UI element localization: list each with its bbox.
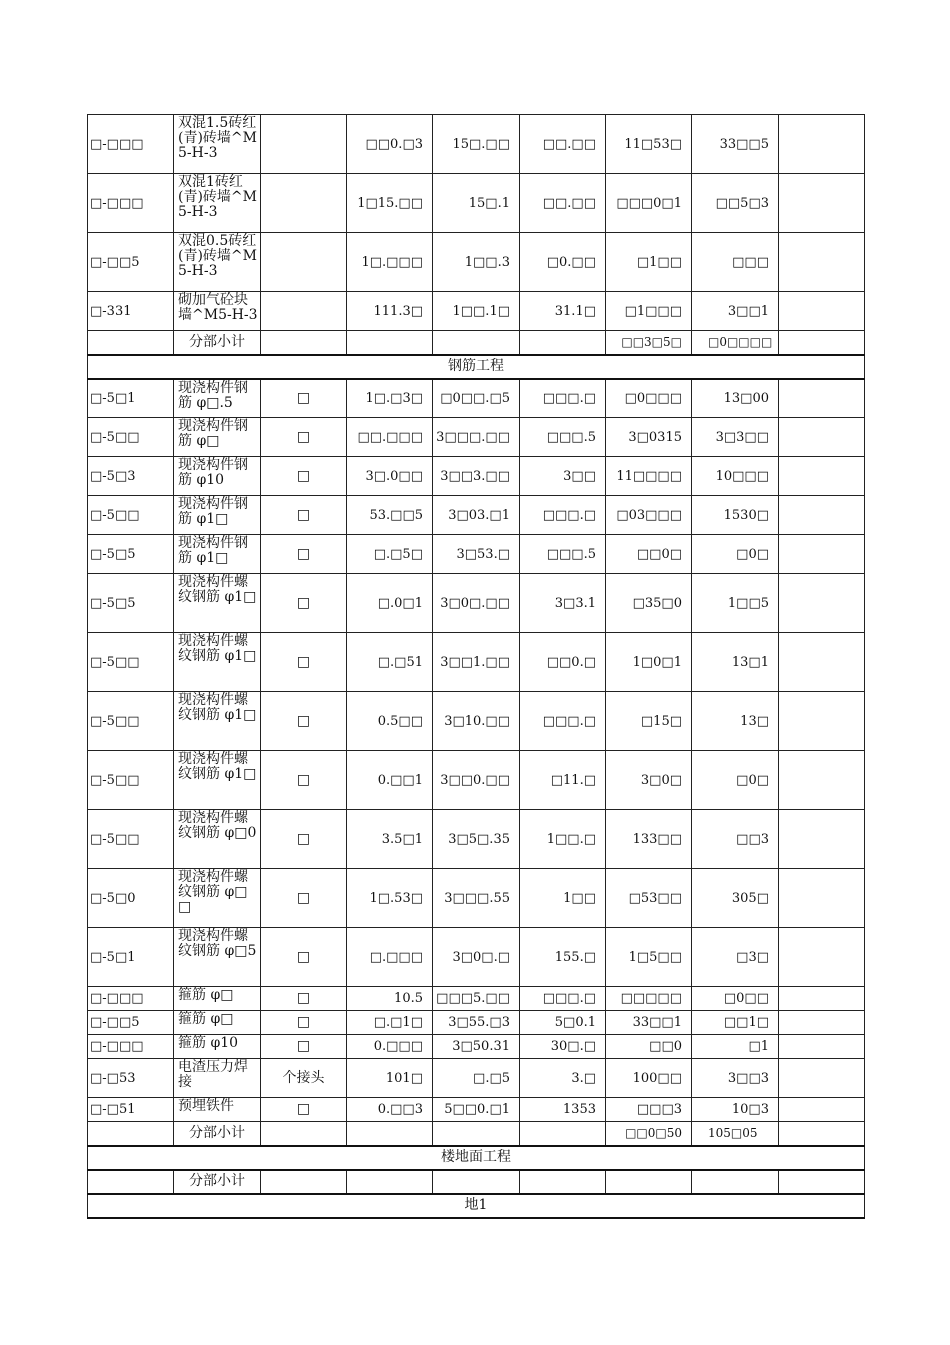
- subtotal-cell: [433, 1122, 520, 1146]
- item-extra: [779, 692, 865, 751]
- item-unit-price: 3□□3.□□: [433, 457, 520, 496]
- item-unit: □: [261, 692, 347, 751]
- item-value-3: 1□□: [520, 869, 606, 928]
- item-extra: [779, 751, 865, 810]
- section-title: 地1: [88, 1194, 865, 1218]
- item-unit-price: □□□5.□□: [433, 987, 520, 1011]
- item-quantity: □□0.□3: [347, 115, 433, 174]
- item-value-3: □□□.□: [520, 987, 606, 1011]
- item-name: 预埋铁件: [174, 1098, 261, 1122]
- item-amount: 1□0□1: [606, 633, 692, 692]
- item-amount: □15□: [606, 692, 692, 751]
- item-code: □-5□□: [88, 692, 174, 751]
- item-extra: [779, 457, 865, 496]
- item-quantity: □.□51: [347, 633, 433, 692]
- table-row: [88, 1011, 865, 1035]
- item-name: 现浇构件钢筋 φ10: [174, 457, 261, 496]
- subtotal-cell: [261, 1170, 347, 1194]
- subtotal-cell: [261, 331, 347, 355]
- section-header-row: [88, 1146, 865, 1170]
- subtotal-row: [88, 331, 865, 355]
- item-amount: 33□□1: [606, 1011, 692, 1035]
- item-unit-price: 15□.1: [433, 174, 520, 233]
- subtotal-amount: □□0□50: [606, 1122, 692, 1146]
- item-code: □-□51: [88, 1098, 174, 1122]
- item-value-5: 3□□1: [692, 292, 779, 331]
- item-name: 双混1砖红(青)砖墙^M5-H-3: [174, 174, 261, 233]
- item-code: □-5□5: [88, 535, 174, 574]
- table-row: [88, 535, 865, 574]
- item-unit-price: 1□□.1□: [433, 292, 520, 331]
- subtotal-label: 分部小计: [174, 331, 261, 355]
- item-amount: 100□□: [606, 1059, 692, 1098]
- section-header-row: [88, 355, 865, 379]
- item-value-5: □□1□: [692, 1011, 779, 1035]
- subtotal-cell: [779, 331, 865, 355]
- item-value-5: □0□: [692, 535, 779, 574]
- item-name: 箍筋 φ10: [174, 1035, 261, 1059]
- item-quantity: 0.5□□: [347, 692, 433, 751]
- item-unit-price: 3□□□.□□: [433, 418, 520, 457]
- item-extra: [779, 496, 865, 535]
- item-value-5: 3□3□□: [692, 418, 779, 457]
- item-quantity: 10.5: [347, 987, 433, 1011]
- subtotal-code-cell: [88, 1122, 174, 1146]
- table-row: [88, 1059, 865, 1098]
- item-code: □-5□□: [88, 418, 174, 457]
- table-row: [88, 987, 865, 1011]
- table-row: [88, 810, 865, 869]
- item-unit-price: 3□0□.□: [433, 928, 520, 987]
- item-value-5: □□□: [692, 233, 779, 292]
- subtotal-amount: □□3□5□: [606, 331, 692, 355]
- item-quantity: □.□□□: [347, 928, 433, 987]
- estimate-table: [87, 114, 865, 1219]
- item-quantity: 3.5□1: [347, 810, 433, 869]
- item-name: 电渣压力焊接: [174, 1059, 261, 1098]
- table-row: [88, 633, 865, 692]
- item-unit: □: [261, 987, 347, 1011]
- table-row: [88, 379, 865, 418]
- item-quantity: □□.□□□: [347, 418, 433, 457]
- item-extra: [779, 633, 865, 692]
- item-value-3: 3.□: [520, 1059, 606, 1098]
- item-code: □-5□1: [88, 928, 174, 987]
- item-value-5: 1□□5: [692, 574, 779, 633]
- item-name: 现浇构件钢筋 φ□: [174, 418, 261, 457]
- item-amount: □□□3: [606, 1098, 692, 1122]
- item-amount: □□□0□1: [606, 174, 692, 233]
- item-amount: 3□0315: [606, 418, 692, 457]
- item-name: 现浇构件钢筋 φ1□: [174, 496, 261, 535]
- item-unit: □: [261, 574, 347, 633]
- item-name: 现浇构件钢筋 φ1□: [174, 535, 261, 574]
- subtotal-cell: [779, 1122, 865, 1146]
- item-value-3: 1353: [520, 1098, 606, 1122]
- item-name: 现浇构件螺纹钢筋 φ1□: [174, 692, 261, 751]
- item-amount: □□0: [606, 1035, 692, 1059]
- item-code: □-5□□: [88, 633, 174, 692]
- item-amount: □53□□: [606, 869, 692, 928]
- subtotal-cell: [433, 331, 520, 355]
- item-value-3: 1□□.□: [520, 810, 606, 869]
- item-name: 双混0.5砖红(青)砖墙^M5-H-3: [174, 233, 261, 292]
- item-unit-price: 5□□0.□1: [433, 1098, 520, 1122]
- item-unit-price: 3□□0.□□: [433, 751, 520, 810]
- section-title: 楼地面工程: [88, 1146, 865, 1170]
- subtotal-label: 分部小计: [174, 1122, 261, 1146]
- item-quantity: 0.□□□: [347, 1035, 433, 1059]
- item-quantity: 1□15.□□: [347, 174, 433, 233]
- table-row: [88, 233, 865, 292]
- item-extra: [779, 1098, 865, 1122]
- item-value-3: □0.□□: [520, 233, 606, 292]
- item-value-3: □□□.5: [520, 418, 606, 457]
- item-extra: [779, 1035, 865, 1059]
- item-value-5: 10□3: [692, 1098, 779, 1122]
- item-extra: [779, 1059, 865, 1098]
- item-value-3: □□□.□: [520, 496, 606, 535]
- subtotal-cell: [433, 1170, 520, 1194]
- item-name: 现浇构件钢筋 φ□.5: [174, 379, 261, 418]
- item-unit-price: 3□10.□□: [433, 692, 520, 751]
- item-code: □-□□5: [88, 1011, 174, 1035]
- subtotal-value-5: □0□□□□: [692, 331, 779, 355]
- item-amount: 3□0□: [606, 751, 692, 810]
- item-code: □-331: [88, 292, 174, 331]
- item-code: □-5□5: [88, 574, 174, 633]
- item-quantity: 53.□□5: [347, 496, 433, 535]
- table-row: [88, 928, 865, 987]
- item-name: 砌加气砼块墙^M5-H-3: [174, 292, 261, 331]
- table-row: [88, 292, 865, 331]
- subtotal-value-5: [692, 1170, 779, 1194]
- item-extra: [779, 379, 865, 418]
- item-quantity: 1□.□□□: [347, 233, 433, 292]
- item-extra: [779, 1011, 865, 1035]
- item-code: □-□53: [88, 1059, 174, 1098]
- subtotal-row: [88, 1122, 865, 1146]
- item-value-5: 13□00: [692, 379, 779, 418]
- item-name: 现浇构件螺纹钢筋 φ□5: [174, 928, 261, 987]
- subtotal-row: [88, 1170, 865, 1194]
- table-row: [88, 418, 865, 457]
- item-quantity: 1□.53□: [347, 869, 433, 928]
- item-extra: [779, 292, 865, 331]
- item-unit-price: □.□5: [433, 1059, 520, 1098]
- subtotal-cell: [347, 1122, 433, 1146]
- table-row: [88, 1098, 865, 1122]
- item-unit: □: [261, 457, 347, 496]
- item-extra: [779, 174, 865, 233]
- item-extra: [779, 418, 865, 457]
- item-amount: 133□□: [606, 810, 692, 869]
- item-unit: □: [261, 751, 347, 810]
- item-unit-price: 3□50.31: [433, 1035, 520, 1059]
- item-unit: □: [261, 1035, 347, 1059]
- item-amount: □□0□: [606, 535, 692, 574]
- item-unit-price: 3□□□.55: [433, 869, 520, 928]
- item-quantity: 1□.□3□: [347, 379, 433, 418]
- subtotal-code-cell: [88, 331, 174, 355]
- item-unit: □: [261, 535, 347, 574]
- item-value-5: 10□□□: [692, 457, 779, 496]
- item-name: 现浇构件螺纹钢筋 φ1□: [174, 633, 261, 692]
- item-value-5: □□3: [692, 810, 779, 869]
- item-value-3: □□.□□: [520, 115, 606, 174]
- subtotal-label: 分部小计: [174, 1170, 261, 1194]
- item-unit-price: 3□5□.35: [433, 810, 520, 869]
- item-amount: 1□5□□: [606, 928, 692, 987]
- item-unit: □: [261, 379, 347, 418]
- item-code: □-□□□: [88, 1035, 174, 1059]
- item-code: □-□□5: [88, 233, 174, 292]
- item-quantity: 3□.0□□: [347, 457, 433, 496]
- item-value-3: 3□3.1: [520, 574, 606, 633]
- item-value-3: 155.□: [520, 928, 606, 987]
- subtotal-cell: [261, 1122, 347, 1146]
- table-row: [88, 751, 865, 810]
- table-row: [88, 869, 865, 928]
- item-extra: [779, 928, 865, 987]
- item-unit: □: [261, 869, 347, 928]
- item-code: □-□□□: [88, 115, 174, 174]
- item-code: □-5□3: [88, 457, 174, 496]
- item-value-5: □0□: [692, 751, 779, 810]
- item-value-5: □0□□: [692, 987, 779, 1011]
- table-row: [88, 1035, 865, 1059]
- item-code: □-5□1: [88, 379, 174, 418]
- table-row: [88, 457, 865, 496]
- item-quantity: □.□5□: [347, 535, 433, 574]
- item-unit: 个接头: [261, 1059, 347, 1098]
- subtotal-value-5: 105□05: [692, 1122, 779, 1146]
- item-extra: [779, 535, 865, 574]
- table-row: [88, 115, 865, 174]
- item-unit: □: [261, 633, 347, 692]
- item-quantity: 0.□□3: [347, 1098, 433, 1122]
- subtotal-code-cell: [88, 1170, 174, 1194]
- item-extra: [779, 115, 865, 174]
- item-value-5: □3□: [692, 928, 779, 987]
- table-row: [88, 574, 865, 633]
- item-unit-price: 3□55.□3: [433, 1011, 520, 1035]
- item-value-5: □□5□3: [692, 174, 779, 233]
- item-value-5: 1530□: [692, 496, 779, 535]
- item-quantity: □.□1□: [347, 1011, 433, 1035]
- item-name: 双混1.5砖红(青)砖墙^M5-H-3: [174, 115, 261, 174]
- subtotal-cell: [520, 1122, 606, 1146]
- item-value-3: □□0.□: [520, 633, 606, 692]
- item-quantity: 101□: [347, 1059, 433, 1098]
- item-value-3: 5□0.1: [520, 1011, 606, 1035]
- item-unit: [261, 174, 347, 233]
- item-value-3: □□□.□: [520, 692, 606, 751]
- item-unit-price: □0□□.□5: [433, 379, 520, 418]
- item-value-3: 3□□: [520, 457, 606, 496]
- item-unit: [261, 292, 347, 331]
- item-code: □-□□□: [88, 174, 174, 233]
- item-name: 箍筋 φ□: [174, 1011, 261, 1035]
- item-value-3: □□□.5: [520, 535, 606, 574]
- item-unit: [261, 115, 347, 174]
- table-row: [88, 496, 865, 535]
- item-value-3: 30□.□: [520, 1035, 606, 1059]
- item-unit-price: 15□.□□: [433, 115, 520, 174]
- item-unit-price: 1□□.3: [433, 233, 520, 292]
- item-unit: □: [261, 928, 347, 987]
- item-name: 现浇构件螺纹钢筋 φ1□: [174, 574, 261, 633]
- item-value-5: □1: [692, 1035, 779, 1059]
- table-row: [88, 174, 865, 233]
- item-extra: [779, 810, 865, 869]
- item-value-3: □□□.□: [520, 379, 606, 418]
- subtotal-cell: [347, 331, 433, 355]
- item-value-5: 305□: [692, 869, 779, 928]
- item-name: 箍筋 φ□: [174, 987, 261, 1011]
- item-amount: □1□□: [606, 233, 692, 292]
- subtotal-cell: [347, 1170, 433, 1194]
- item-code: □-5□□: [88, 751, 174, 810]
- item-unit-price: 3□□1.□□: [433, 633, 520, 692]
- item-extra: [779, 987, 865, 1011]
- item-code: □-5□0: [88, 869, 174, 928]
- item-extra: [779, 869, 865, 928]
- subtotal-cell: [520, 331, 606, 355]
- item-unit: [261, 233, 347, 292]
- item-unit: □: [261, 496, 347, 535]
- item-value-5: 13□1: [692, 633, 779, 692]
- item-value-5: 33□□5: [692, 115, 779, 174]
- item-name: 现浇构件螺纹钢筋 φ□□: [174, 869, 261, 928]
- item-value-5: 13□: [692, 692, 779, 751]
- table-row: [88, 692, 865, 751]
- item-code: □-5□□: [88, 496, 174, 535]
- subtotal-cell: [520, 1170, 606, 1194]
- item-amount: □1□□□: [606, 292, 692, 331]
- item-value-5: 3□□3: [692, 1059, 779, 1098]
- item-quantity: □.0□1: [347, 574, 433, 633]
- item-amount: □□□□□: [606, 987, 692, 1011]
- item-unit: □: [261, 1098, 347, 1122]
- item-quantity: 111.3□: [347, 292, 433, 331]
- item-code: □-5□□: [88, 810, 174, 869]
- item-extra: [779, 233, 865, 292]
- item-unit-price: 3□0□.□□: [433, 574, 520, 633]
- item-name: 现浇构件螺纹钢筋 φ□0: [174, 810, 261, 869]
- section-title: 钢筋工程: [88, 355, 865, 379]
- item-unit: □: [261, 418, 347, 457]
- item-amount: □03□□□: [606, 496, 692, 535]
- item-unit-price: 3□53.□: [433, 535, 520, 574]
- table-body: [88, 115, 865, 1218]
- item-name: 现浇构件螺纹钢筋 φ1□: [174, 751, 261, 810]
- item-amount: □35□0: [606, 574, 692, 633]
- item-code: □-□□□: [88, 987, 174, 1011]
- section-header-row: [88, 1194, 865, 1218]
- item-quantity: 0.□□1: [347, 751, 433, 810]
- subtotal-cell: [779, 1170, 865, 1194]
- item-unit-price: 3□03.□1: [433, 496, 520, 535]
- item-unit: □: [261, 1011, 347, 1035]
- item-value-3: □11.□: [520, 751, 606, 810]
- subtotal-amount: [606, 1170, 692, 1194]
- item-amount: □0□□□: [606, 379, 692, 418]
- item-value-3: 31.1□: [520, 292, 606, 331]
- item-extra: [779, 574, 865, 633]
- item-value-3: □□.□□: [520, 174, 606, 233]
- item-amount: 11□53□: [606, 115, 692, 174]
- item-unit: □: [261, 810, 347, 869]
- item-amount: 11□□□□: [606, 457, 692, 496]
